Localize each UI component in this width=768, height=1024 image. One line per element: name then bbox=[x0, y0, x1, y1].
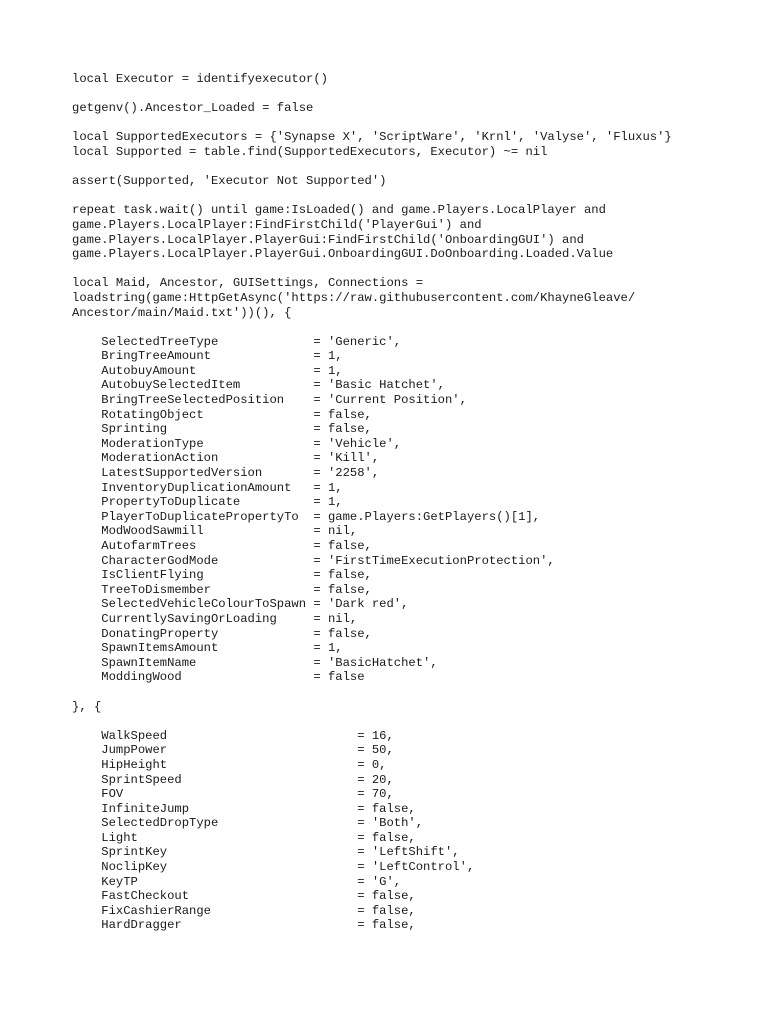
code-line: game.Players.LocalPlayer.PlayerGui.OnboardingGUI.DoOnboarding.Loaded.Value bbox=[72, 247, 614, 262]
code-line: ModerationType = 'Vehicle', bbox=[72, 436, 402, 451]
code-line: FixCashierRange = false, bbox=[72, 903, 416, 918]
blank-line bbox=[72, 262, 732, 277]
code-line: InventoryDuplicationAmount = 1, bbox=[72, 480, 343, 495]
code-line: ModdingWood = false bbox=[72, 670, 365, 685]
blank-line bbox=[72, 189, 732, 204]
code-line: SpawnItemName = 'BasicHatchet', bbox=[72, 655, 438, 670]
code-line: local Maid, Ancestor, GUISettings, Connections = bbox=[72, 276, 424, 291]
code-line: DonatingProperty = false, bbox=[72, 626, 372, 641]
code-line: CharacterGodMode = 'FirstTimeExecutionProtection', bbox=[72, 553, 555, 568]
code-line: NoclipKey = 'LeftControl', bbox=[72, 860, 475, 875]
code-line: ModWoodSawmill = nil, bbox=[72, 524, 358, 539]
blank-line bbox=[72, 685, 732, 700]
code-line: BringTreeAmount = 1, bbox=[72, 349, 343, 364]
blank-line bbox=[72, 116, 732, 131]
code-line: SprintKey = 'LeftShift', bbox=[72, 845, 460, 860]
code-line: InfiniteJump = false, bbox=[72, 801, 416, 816]
code-line: SpawnItemsAmount = 1, bbox=[72, 641, 343, 656]
code-line: AutofarmTrees = false, bbox=[72, 539, 372, 553]
code-line: loadstring(game:HttpGetAsync('https://raw.githubusercontent.com/KhayneGleave/ bbox=[72, 290, 636, 305]
code-line: SelectedTreeType = 'Generic', bbox=[72, 334, 402, 349]
code-line: }, { bbox=[72, 699, 102, 714]
code-line: HardDragger = false, bbox=[72, 918, 416, 933]
code-line: PlayerToDuplicatePropertyTo = game.Players:GetPlayers()[1], bbox=[72, 509, 541, 524]
code-line: RotatingObject = false, bbox=[72, 407, 372, 422]
code-line: BringTreeSelectedPosition = 'Current Position', bbox=[72, 393, 467, 408]
code-line: PropertyToDuplicate = 1, bbox=[72, 495, 343, 510]
blank-line bbox=[72, 87, 732, 102]
blank-line bbox=[72, 320, 732, 335]
code-line: JumpPower = 50, bbox=[72, 743, 394, 758]
code-line: HipHeight = 0, bbox=[72, 757, 387, 772]
code-listing bbox=[72, 72, 732, 933]
code-line: KeyTP = 'G', bbox=[72, 874, 402, 889]
code-line: CurrentlySavingOrLoading = nil, bbox=[72, 611, 358, 626]
code-line: WalkSpeed = 16, bbox=[72, 728, 394, 743]
code-line: game.Players.LocalPlayer:FindFirstChild('PlayerGui') and bbox=[72, 217, 482, 232]
code-line: AutobuySelectedItem = 'Basic Hatchet', bbox=[72, 378, 445, 393]
code-line: local Supported = table.find(SupportedExecutors, Executor) ~= nil bbox=[72, 144, 548, 159]
code-line: Ancestor/main/Maid.txt'))(), { bbox=[72, 305, 292, 320]
code-line: Sprinting = false, bbox=[72, 422, 372, 437]
code-line: AutobuyAmount = 1, bbox=[72, 363, 343, 378]
code-line: SelectedVehicleColourToSpawn = 'Dark red', bbox=[72, 597, 409, 612]
code-line: TreeToDismember = false, bbox=[72, 582, 372, 597]
blank-line bbox=[72, 714, 732, 729]
code-line: LatestSupportedVersion = '2258', bbox=[72, 466, 380, 481]
code-line: Light = false, bbox=[72, 830, 416, 845]
code-line: SelectedDropType = 'Both', bbox=[72, 816, 424, 831]
code-line: SprintSpeed = 20, bbox=[72, 772, 394, 787]
code-line: IsClientFlying = false, bbox=[72, 568, 372, 583]
code-line: ModerationAction = 'Kill', bbox=[72, 451, 380, 466]
blank-line bbox=[72, 160, 732, 175]
code-line: FOV = 70, bbox=[72, 787, 394, 802]
code-line: repeat task.wait() until game:IsLoaded() and game.Players.LocalPlayer and bbox=[72, 203, 606, 218]
code-line: assert(Supported, 'Executor Not Supported') bbox=[72, 174, 387, 189]
code-line: FastCheckout = false, bbox=[72, 889, 416, 904]
code-line: local Executor = identifyexecutor() bbox=[72, 72, 328, 86]
code-line: local SupportedExecutors = {'Synapse X', 'ScriptWare', 'Krnl', 'Valyse', 'Fluxus'} bbox=[72, 130, 672, 145]
code-line: game.Players.LocalPlayer.PlayerGui:FindFirstChild('OnboardingGUI') and bbox=[72, 232, 584, 247]
code-line: getgenv().Ancestor_Loaded = false bbox=[72, 101, 314, 116]
